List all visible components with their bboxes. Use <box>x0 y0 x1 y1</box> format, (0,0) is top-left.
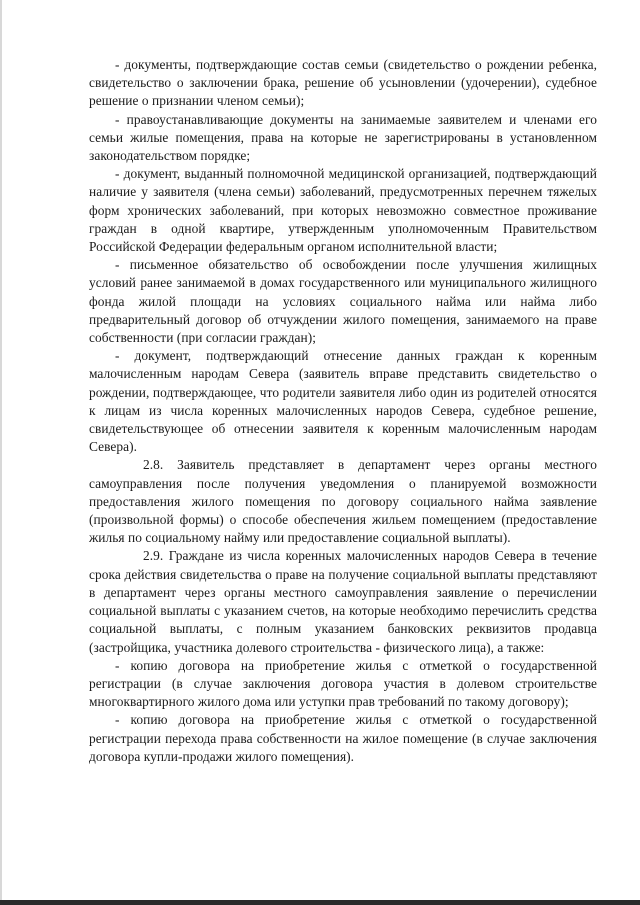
paragraph-shared-construction-contract: - копию договора на приобретение жилья с отметкой о государственной регистрации (в случае заключения договора участия в долевом строительстве многоквартирного жилого дома или уступки прав требований по такому договору); <box>89 657 597 710</box>
paragraph-indigenous-status-document: - документ, подтверждающий отнесение данных граждан к коренным малочисленным народам Севера (заявитель вправе представить свидетельство о рождении, подтверждающее, что родители заявителя либо один из родителей относятся к лицам из числа коренных малочисленных народов Севера, судебное решение, свидетельствующее об отнесении заявителя к коренным малочисленным народам Севера). <box>89 348 597 455</box>
paragraph-written-obligation: - письменное обязательство об освобождении после улучшения жилищных условий ранее занимаемой в домах государственного или муниципального жилищного фонда жилой площади на условиях социального найма или найма либо предварительный договор об отчуждении жилого помещения, занимаемого на праве собственности (при согласии граждан); <box>89 257 597 346</box>
page-left-edge <box>0 0 2 905</box>
paragraph-section-2-9: 2.9. Граждане из числа коренных малочисленных народов Севера в течение срока действия свидетельства о праве на получение социальной выплаты представляют в департамент через органы местного самоуправления заявление о перечислении социальной выплаты с указанием счетов, на которые необходимо перечислить средства социальной выплаты, с полным указанием банковских реквизитов продавца (застройщика, участника долевого строительства - физического лица), а также: <box>89 548 597 655</box>
page-bottom-border <box>0 900 640 905</box>
paragraph-family-documents: - документы, подтверждающие состав семьи (свидетельство о рождении ребенка, свидетельство о заключении брака, решение об усыновлении (удочерении), судебное решение о признании членом семьи); <box>89 57 597 109</box>
document-body <box>89 56 597 766</box>
paragraph-medical-document: - документ, выданный полномочной медицинской организацией, подтверждающий наличие у заявителя (члена семьи) заболеваний, предусмотренных перечнем тяжелых форм хронических заболеваний, при которых невозможно совместное проживание граждан в одной квартире, утвержденным уполномоченным Правительством Российской Федерации федеральным органом исполнительной власти; <box>89 166 597 255</box>
paragraph-section-2-8: 2.8. Заявитель представляет в департамент через органы местного самоуправления после получения уведомления о планируемой возможности предоставления жилого помещения по договору социального найма заявление (произвольной формы) о способе обеспечения жильем помещением (предоставление жилья по социальному найму или предоставление социальной выплаты). <box>89 457 597 546</box>
paragraph-title-documents: - правоустанавливающие документы на занимаемые заявителем и членами его семьи жилые помещения, права на которые не зарегистрированы в установленном законодательством порядке; <box>89 111 597 164</box>
paragraph-purchase-contract: - копию договора на приобретение жилья с отметкой о государственной регистрации перехода права собственности на жилое помещение (в случае заключения договора купли-продажи жилого помещения). <box>89 712 597 764</box>
